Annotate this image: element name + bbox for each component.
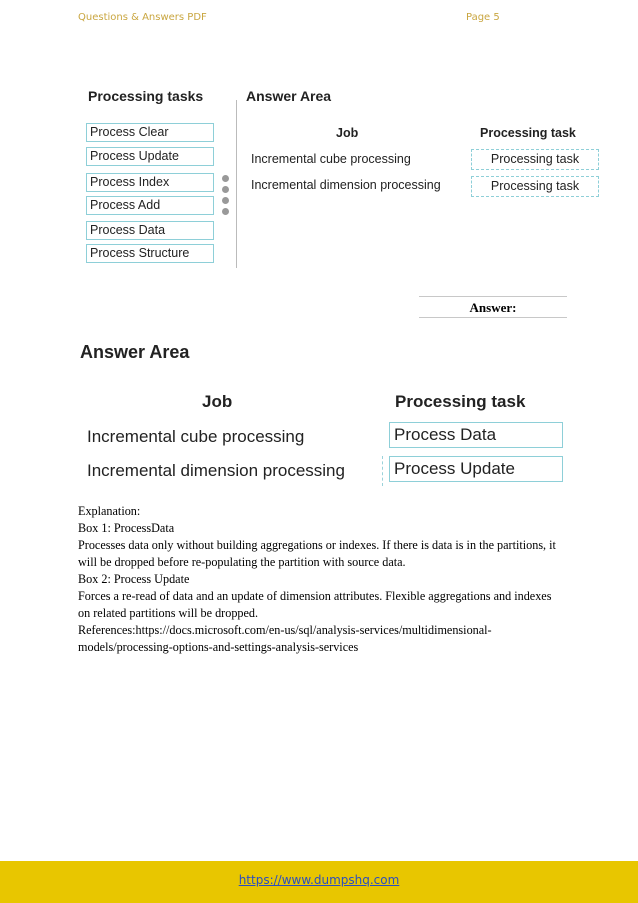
job-cube: Incremental cube processing bbox=[251, 152, 411, 166]
header-title: Questions & Answers PDF bbox=[78, 12, 207, 23]
references: References:https://docs.microsoft.com/en-us/sql/analysis-services/multidimensional-models/processing-options-and-settings-analysis-services bbox=[78, 623, 492, 654]
drag-handle-dot bbox=[222, 197, 229, 204]
task-process-clear[interactable]: Process Clear bbox=[86, 123, 214, 142]
explanation bbox=[78, 503, 558, 656]
processing-task-header: Processing task bbox=[480, 126, 576, 140]
box-2-label: Box 2: Process Update bbox=[78, 572, 190, 586]
answer-box-2: Process Update bbox=[389, 456, 563, 482]
drag-handle-dot bbox=[222, 175, 229, 182]
job-header: Job bbox=[202, 392, 233, 411]
footer-bar bbox=[0, 861, 638, 903]
task-process-add[interactable]: Process Add bbox=[86, 196, 214, 215]
task-process-structure[interactable]: Process Structure bbox=[86, 244, 214, 263]
explanation-heading: Explanation: bbox=[78, 504, 141, 518]
task-process-update[interactable]: Process Update bbox=[86, 147, 214, 166]
drop-target-2[interactable]: Processing task bbox=[471, 176, 599, 197]
processing-task-header: Processing task bbox=[395, 392, 526, 411]
job-dimension: Incremental dimension processing bbox=[251, 178, 441, 192]
job-dimension: Incremental dimension processing bbox=[87, 461, 345, 480]
answer-area-title: Answer Area bbox=[80, 342, 190, 362]
answer-area-title: Answer Area bbox=[246, 88, 332, 104]
task-process-data[interactable]: Process Data bbox=[86, 221, 214, 240]
footer-link[interactable]: https://www.dumpshq.com bbox=[238, 873, 400, 887]
answer-rule-bottom bbox=[419, 317, 567, 318]
box-1-label: Box 1: ProcessData bbox=[78, 521, 175, 535]
divider bbox=[382, 456, 384, 486]
job-cube: Incremental cube processing bbox=[87, 427, 305, 446]
page-number: Page 5 bbox=[466, 12, 500, 23]
answer-rule-top bbox=[419, 296, 567, 297]
tasks-title: Processing tasks bbox=[88, 88, 204, 104]
box-1-text: Processes data only without building aggregations or indexes. If there is data is in the partitions, it will be dropped before re-populating the partition with source data. bbox=[78, 538, 556, 569]
drag-handle-dot bbox=[222, 208, 229, 215]
answer-label: Answer: bbox=[469, 300, 517, 315]
answer-box-1: Process Data bbox=[389, 422, 563, 448]
box-2-text: Forces a re-read of data and an update of dimension attributes. Flexible aggregations and indexes on related partitions will be dropped. bbox=[78, 589, 552, 620]
divider bbox=[236, 100, 237, 268]
task-process-index[interactable]: Process Index bbox=[86, 173, 214, 192]
job-header: Job bbox=[336, 126, 359, 140]
drag-handle-dot bbox=[222, 186, 229, 193]
drop-target-1[interactable]: Processing task bbox=[471, 149, 599, 170]
answer-image bbox=[78, 336, 578, 496]
question-image bbox=[78, 80, 608, 275]
